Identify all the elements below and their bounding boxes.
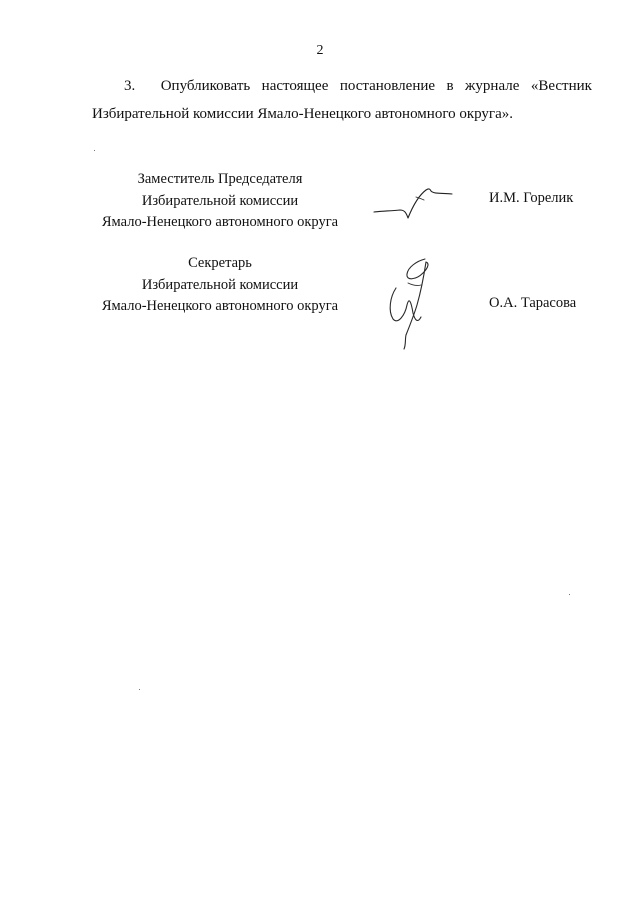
title-line: Ямало-Ненецкого автономного округа <box>101 214 339 230</box>
paragraph-word: журнале <box>465 78 520 94</box>
title-line: Заместитель Председателя <box>137 171 303 187</box>
item-number: 3. <box>124 78 136 94</box>
signatory-name-tarasova: О.А. Тарасова <box>489 295 577 311</box>
title-line: Избирательной комиссии <box>141 276 299 293</box>
publication-paragraph <box>92 72 592 128</box>
scan-speck <box>569 594 570 595</box>
scan-speck <box>139 689 140 690</box>
signatory-name-gorelik: И.М. Горелик <box>489 190 574 206</box>
title-line: Секретарь <box>188 255 252 271</box>
title-line: Избирательной комиссии <box>141 192 299 209</box>
handwritten-signature-tarasova <box>380 253 445 353</box>
scan-speck <box>94 150 95 151</box>
paragraph-word: постановление <box>339 78 436 94</box>
deputy-chairman-title <box>90 169 350 234</box>
paragraph-line-2: Избирательной комиссии Ямало-Ненецкого автономного округа». <box>92 106 513 122</box>
paragraph-word: настоящее <box>261 78 329 94</box>
title-line: Ямало-Ненецкого автономного округа <box>101 298 339 314</box>
page-number: 2 <box>316 43 324 58</box>
paragraph-line-1 <box>92 72 592 100</box>
paragraph-word: в <box>446 78 454 94</box>
paragraph-word: Опубликовать <box>160 78 251 94</box>
handwritten-signature-gorelik <box>368 182 458 227</box>
secretary-title <box>90 253 350 318</box>
paragraph-word: «Вестник <box>530 78 592 94</box>
